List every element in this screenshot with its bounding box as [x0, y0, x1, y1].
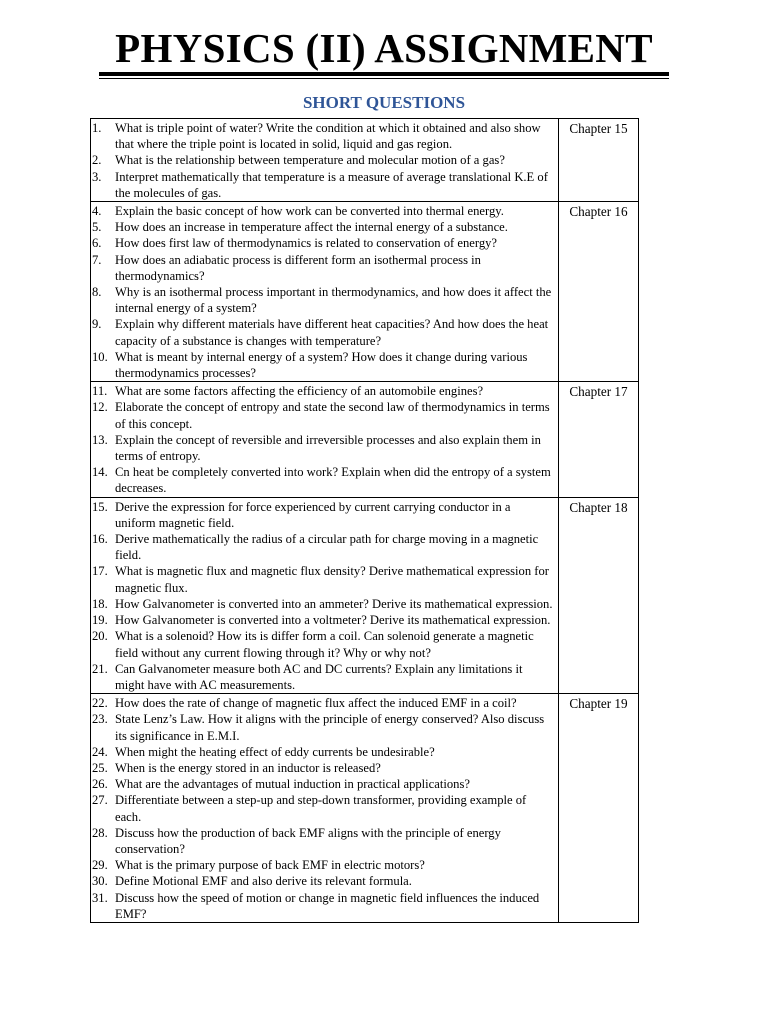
question-number: 7.: [92, 252, 102, 267]
question-text: Define Motional EMF and also derive its relevant formula.: [115, 874, 412, 889]
question-text: Can Galvanometer measure both AC and DC currents? Explain any limitations it might have with AC measurements.: [115, 661, 523, 692]
question-item: [91, 825, 554, 857]
question-text: How Galvanometer is converted into a voltmeter? Derive its mathematical expression.: [115, 613, 551, 628]
question-text: Derive the expression for force experienced by current carrying conductor in a uniform magnetic field.: [115, 499, 511, 530]
question-item: [91, 628, 554, 660]
question-item: [91, 563, 554, 595]
questions-cell: [91, 694, 559, 923]
chapter-label: Chapter 19: [559, 694, 639, 923]
question-number: 9.: [92, 317, 102, 332]
question-item: [91, 695, 554, 711]
question-item: [91, 152, 554, 168]
question-item: [91, 711, 554, 743]
title-underline-thin: [99, 78, 669, 79]
question-number: 30.: [92, 874, 108, 889]
question-number: 27.: [92, 793, 108, 808]
question-number: 24.: [92, 744, 108, 759]
question-item: [91, 776, 554, 792]
chapter-row: [91, 119, 639, 202]
question-text: Discuss how the production of back EMF aligns with the principle of energy conservation?: [115, 825, 501, 856]
question-number: 19.: [92, 613, 108, 628]
question-number: 20.: [92, 629, 108, 644]
questions-cell: [91, 382, 559, 497]
question-text: Elaborate the concept of entropy and state the second law of thermodynamics in terms of this concept.: [115, 400, 550, 431]
questions-table-body: [91, 119, 639, 923]
question-text: Explain why different materials have different heat capacities? And how does the heat capacity of a substance is changes with temperature?: [115, 317, 549, 348]
question-item: [91, 760, 554, 776]
question-item: [91, 432, 554, 464]
question-text: What is the primary purpose of back EMF in electric motors?: [115, 858, 425, 873]
question-item: [91, 316, 554, 348]
question-text: Interpret mathematically that temperature is a measure of average translational K.E of the molecules of gas.: [115, 169, 548, 200]
question-number: 3.: [92, 169, 102, 184]
question-number: 31.: [92, 890, 108, 905]
question-list: [91, 695, 554, 922]
question-number: 8.: [92, 285, 102, 300]
chapter-row: [91, 694, 639, 923]
question-text: What are the advantages of mutual induction in practical applications?: [115, 777, 470, 792]
question-text: How does an adiabatic process is different form an isothermal process in thermodynamics?: [115, 252, 481, 283]
question-item: [91, 399, 554, 431]
question-text: How does first law of thermodynamics is related to conservation of energy?: [115, 236, 498, 251]
question-number: 11.: [92, 384, 108, 399]
question-item: [91, 792, 554, 824]
question-number: 21.: [92, 661, 108, 676]
chapter-row: [91, 202, 639, 382]
questions-cell: [91, 202, 559, 382]
question-item: [91, 744, 554, 760]
question-item: [91, 252, 554, 284]
question-text: What are some factors affecting the efficiency of an automobile engines?: [115, 384, 484, 399]
question-number: 5.: [92, 220, 102, 235]
question-number: 22.: [92, 696, 108, 711]
question-text: Why is an isothermal process important in thermodynamics, and how does it affect the internal energy of a system?: [115, 285, 552, 316]
chapter-label: Chapter 18: [559, 497, 639, 693]
question-number: 10.: [92, 349, 108, 364]
question-text: Explain the concept of reversible and irreversible processes and also explain them in terms of entropy.: [115, 432, 541, 464]
question-number: 25.: [92, 760, 108, 775]
questions-cell: [91, 497, 559, 693]
question-item: [91, 235, 554, 251]
questions-table: [90, 118, 639, 923]
question-list: [91, 120, 554, 201]
question-text: How does an increase in temperature affect the internal energy of a substance.: [115, 220, 508, 235]
questions-cell: [91, 119, 559, 202]
question-item: [91, 857, 554, 873]
question-list: [91, 203, 554, 381]
question-text: Discuss how the speed of motion or change in magnetic field influences the induced EMF?: [115, 890, 540, 921]
question-text: Explain the basic concept of how work can be converted into thermal energy.: [115, 204, 504, 219]
question-text: Differentiate between a step-up and step-down transformer, providing example of each.: [115, 793, 527, 824]
question-number: 16.: [92, 532, 108, 547]
question-item: [91, 120, 554, 152]
question-number: 29.: [92, 858, 108, 873]
question-item: [91, 169, 554, 201]
question-number: 23.: [92, 712, 108, 727]
page-title: PHYSICS (II) ASSIGNMENT: [115, 25, 653, 71]
question-list: [91, 499, 554, 693]
question-number: 28.: [92, 825, 108, 840]
question-item: [91, 464, 554, 496]
question-text: How Galvanometer is converted into an ammeter? Derive its mathematical expression.: [115, 596, 553, 611]
question-text: Derive mathematically the radius of a circular path for charge moving in a magnetic field.: [115, 532, 539, 563]
question-number: 14.: [92, 465, 108, 480]
chapter-label: Chapter 16: [559, 202, 639, 382]
question-text: How does the rate of change of magnetic flux affect the induced EMF in a coil?: [115, 696, 517, 711]
question-item: [91, 873, 554, 889]
chapter-label: Chapter 15: [559, 119, 639, 202]
question-text: What is meant by internal energy of a system? How does it change during various thermodynamics processes?: [115, 349, 528, 381]
question-number: 2.: [92, 153, 102, 168]
question-list: [91, 383, 554, 496]
question-text: When is the energy stored in an inductor is released?: [115, 760, 381, 775]
chapter-label: Chapter 17: [559, 382, 639, 497]
question-text: What is the relationship between temperature and molecular motion of a gas?: [115, 153, 505, 168]
question-item: [91, 349, 554, 381]
question-text: What is magnetic flux and magnetic flux density? Derive mathematical expression for magnetic flux.: [115, 564, 549, 595]
question-item: [91, 612, 554, 628]
question-item: [91, 203, 554, 219]
question-item: [91, 531, 554, 563]
question-item: [91, 284, 554, 316]
question-number: 4.: [92, 204, 102, 219]
question-text: When might the heating effect of eddy currents be undesirable?: [115, 744, 435, 759]
section-heading: SHORT QUESTIONS: [302, 93, 466, 112]
question-number: 6.: [92, 236, 102, 251]
question-text: What is a solenoid? How its is differ form a coil. Can solenoid generate a magnetic field without any current flowing through it? Why or why not?: [115, 629, 534, 660]
question-number: 17.: [92, 564, 108, 579]
chapter-row: [91, 382, 639, 497]
question-number: 1.: [92, 121, 102, 135]
question-text: What is triple point of water? Write the condition at which it obtained and also show that where the triple point is located in solid, liquid and gas region.: [115, 121, 541, 152]
question-number: 13.: [92, 432, 108, 447]
question-number: 26.: [92, 777, 108, 792]
question-number: 15.: [92, 499, 108, 514]
question-text: State Lenz’s Law. How it aligns with the principle of energy conserved? Also discuss its significance in E.M.I.: [115, 712, 545, 743]
question-item: [91, 890, 554, 922]
question-number: 12.: [92, 400, 108, 415]
chapter-row: [91, 497, 639, 693]
question-item: [91, 596, 554, 612]
question-number: 18.: [92, 596, 108, 611]
question-text: Cn heat be completely converted into work? Explain when did the entropy of a system decreases.: [115, 465, 551, 496]
question-item: [91, 499, 554, 531]
title-underline-thick: [99, 72, 669, 76]
question-item: [91, 383, 554, 399]
question-item: [91, 219, 554, 235]
question-item: [91, 661, 554, 693]
